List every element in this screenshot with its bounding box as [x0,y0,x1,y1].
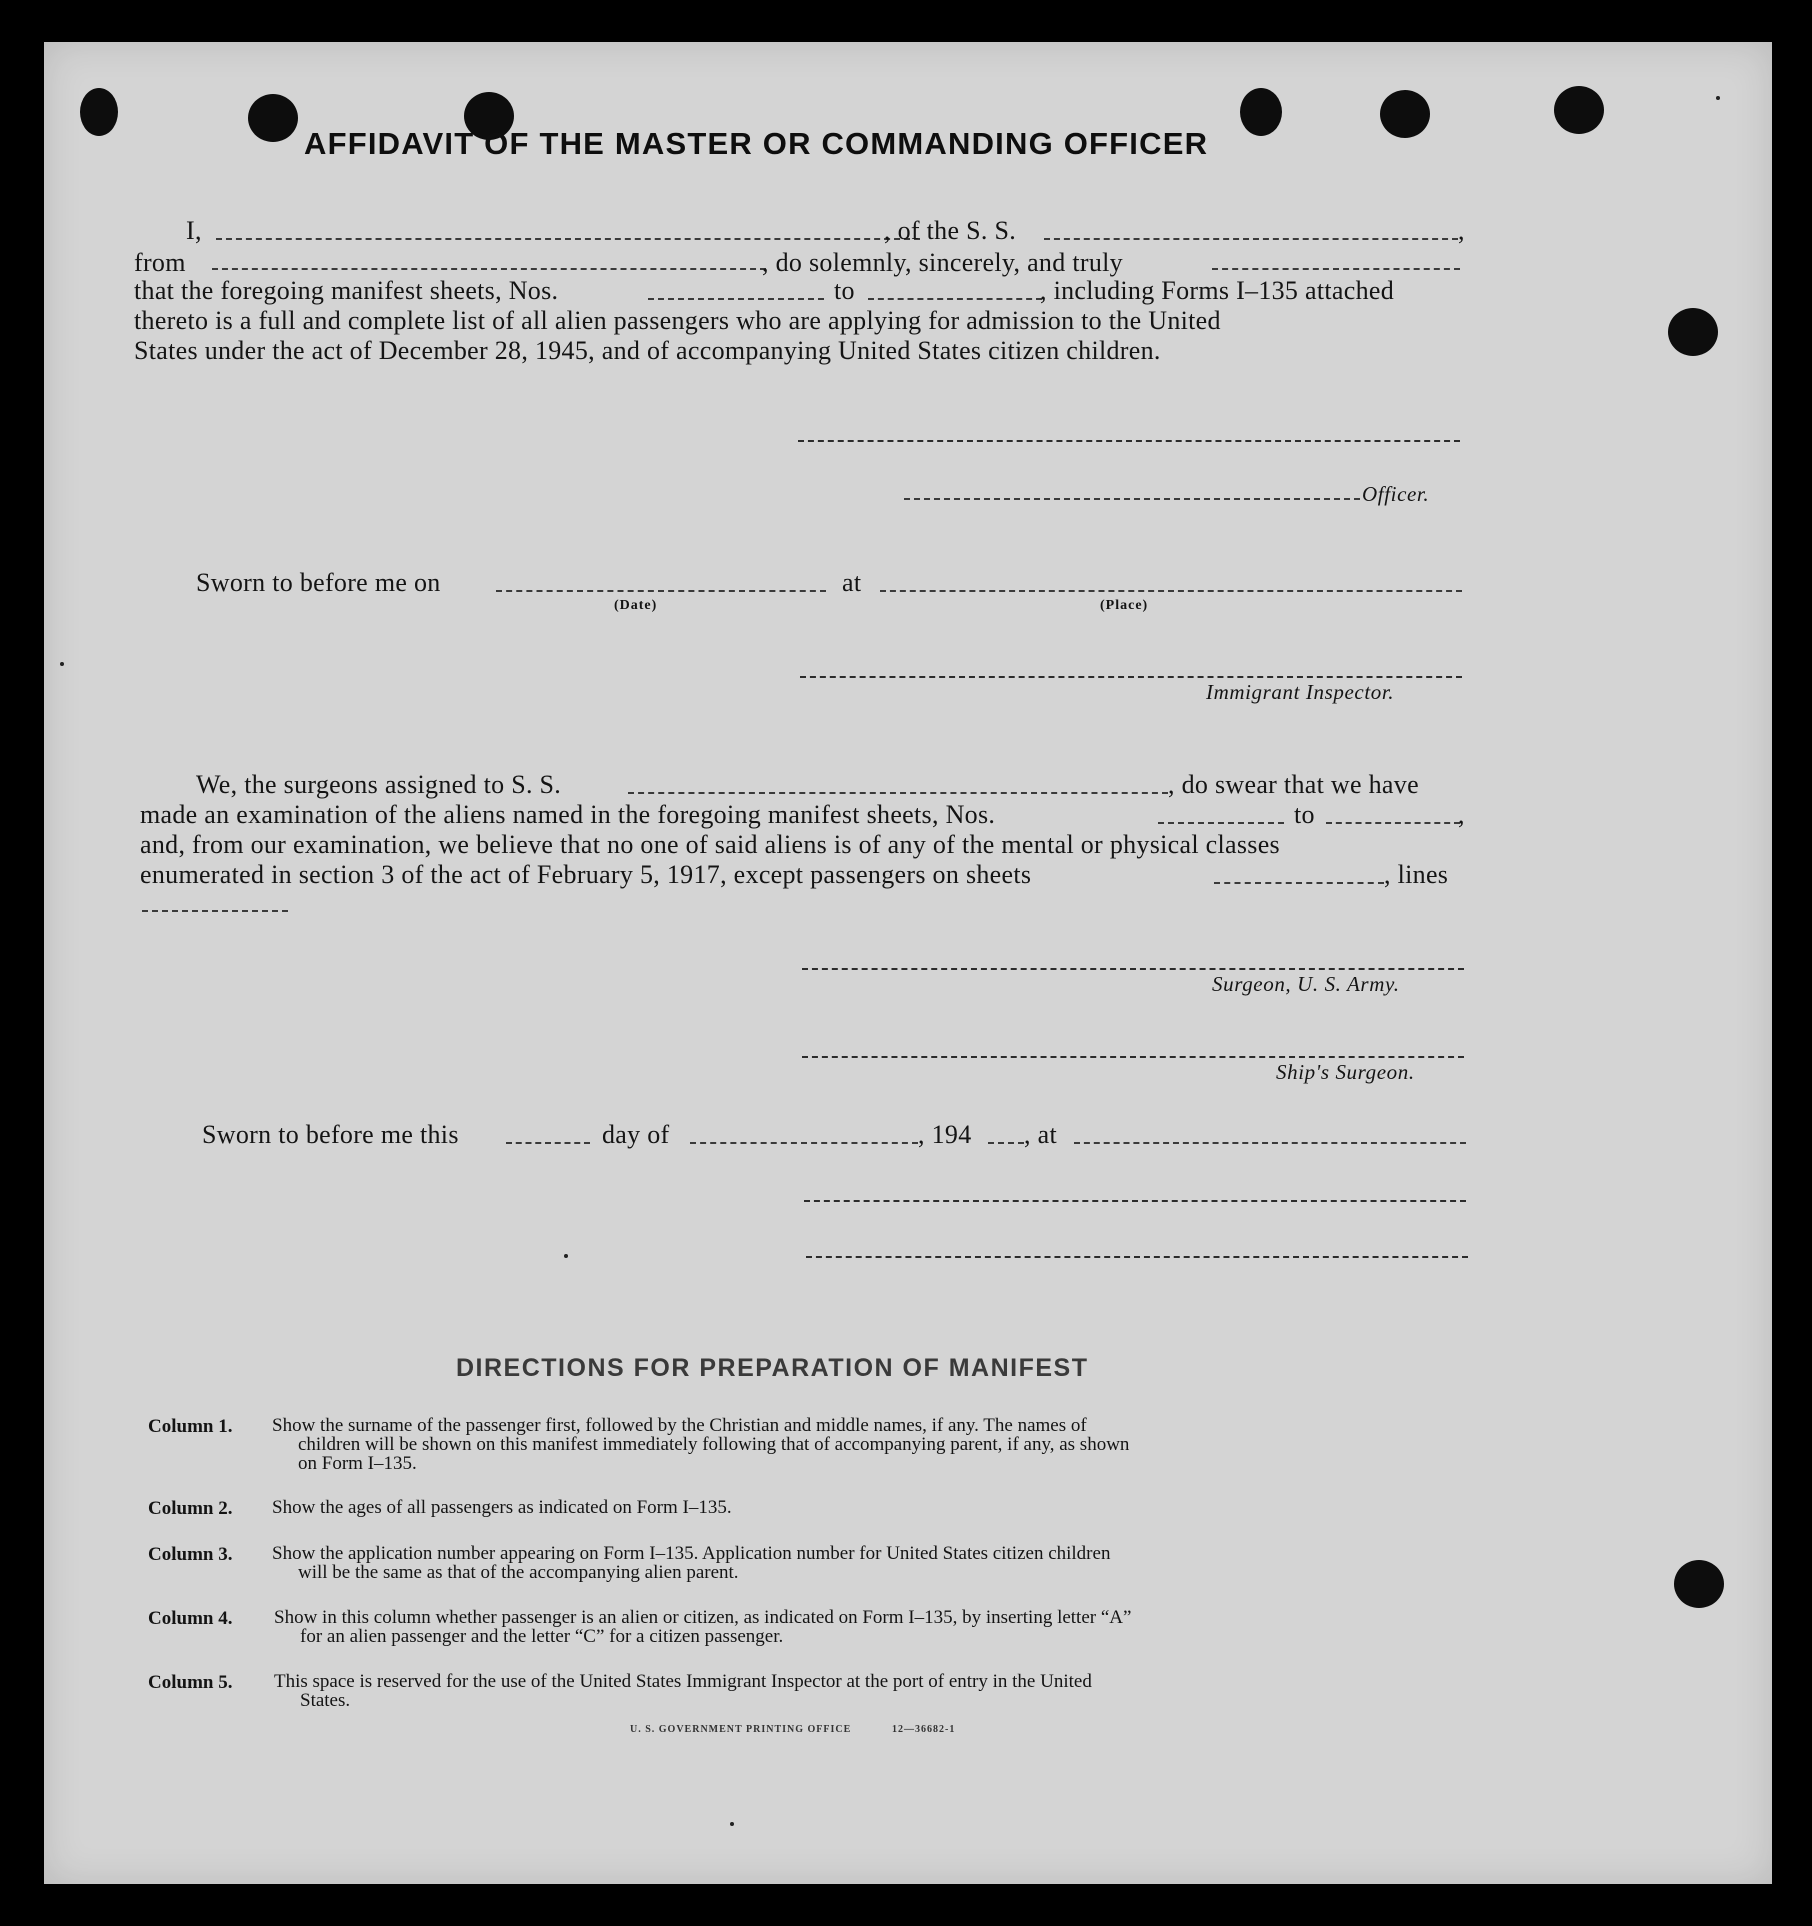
column-1-label: Column 1. [148,1416,233,1437]
surgeons-line4-lead: enumerated in section 3 of the act of February 5, 1917, except passengers on sheets [140,860,1032,889]
sworn-day-field[interactable] [506,1142,590,1144]
sworn-place-field[interactable] [880,590,1462,592]
sworn-day-of: day of [602,1120,670,1149]
directions-title: DIRECTIONS FOR PREPARATION OF MANIFEST [456,1354,1089,1382]
affidavit-line3-to: to [834,276,855,305]
column-2-label: Column 2. [148,1498,233,1519]
column-3-line: will be the same as that of the accompanying alien parent. [298,1562,739,1583]
date-caption: (Date) [614,598,658,613]
column-5-line: This space is reserved for the use of the United States Immigrant Inspector at the port of entry in the United [274,1671,1092,1692]
inspector-signature-line[interactable] [800,676,1462,678]
surgeons-line3: and, from our examination, we believe that no one of said aliens is of any of the mental or physical classes [140,830,1280,859]
column-1-line: Show the surname of the passenger first, followed by the Christian and middle names, if any. The names of [272,1415,1087,1436]
ship-surgeon-label: Ship's Surgeon. [1276,1060,1415,1084]
inspector-signature-line-2[interactable] [804,1200,1466,1202]
document-title: AFFIDAVIT OF THE MASTER OR COMMANDING OFFICER [304,126,1209,161]
inspector-label: Immigrant Inspector. [1206,680,1395,704]
sworn-date-field[interactable] [496,590,826,592]
sworn-place-field-2[interactable] [1074,1142,1466,1144]
sworn-year-prefix: , 194 [918,1120,972,1149]
punch-hole [1554,86,1604,134]
punch-hole [1668,308,1718,356]
army-surgeon-label: Surgeon, U. S. Army. [1212,972,1400,996]
sworn-this-lead: Sworn to before me this [202,1120,459,1149]
sworn-at: at [842,568,862,597]
column-4-line: Show in this column whether passenger is an alien or citizen, as indicated on Form I–135, by inserting letter “A” [274,1607,1132,1628]
punch-hole [1380,90,1430,138]
column-1-line: children will be shown on this manifest immediately following that of accompanying parent, if any, as shown [298,1434,1130,1455]
surgeons-sheet-from-field[interactable] [1158,822,1284,824]
affidavit-line4: thereto is a full and complete list of all alien passengers who are applying for admission to the United [134,306,1221,335]
affidavit-line1-lead: I, [186,216,202,245]
column-2-line: Show the ages of all passengers as indicated on Form I–135. [272,1497,732,1518]
sworn-on-lead: Sworn to before me on [196,568,441,597]
surgeons-sheet-to-field[interactable] [1326,822,1460,824]
sworn-at-2: , at [1024,1120,1057,1149]
affidavit-line1-ship: , of the S. S. [884,216,1017,245]
column-5-label: Column 5. [148,1672,233,1693]
column-1-line: on Form I–135. [298,1453,417,1474]
speck [564,1254,568,1258]
excepted-sheets-field[interactable] [1214,882,1384,884]
printer-imprint: U. S. GOVERNMENT PRINTING OFFICE [630,1724,852,1735]
speck [60,662,64,666]
column-3-text [272,1544,1472,1582]
affidavit-line2-lead: from [134,248,186,277]
excepted-lines-field[interactable] [142,910,288,912]
master-signature-line[interactable] [798,440,1460,442]
surgeons-line2-to: to [1294,800,1315,829]
sheet-to-field[interactable] [868,298,1042,300]
column-3-label: Column 3. [148,1544,233,1565]
ship-name-field[interactable] [1044,238,1458,240]
column-4-line: for an alien passenger and the letter “C” for a citizen passenger. [300,1626,784,1647]
inspector-title-line-2[interactable] [806,1256,1468,1258]
affidavit-line3-tail: , including Forms I–135 attached [1040,276,1395,305]
affidavit-line2-text: , do solemnly, sincerely, and truly [762,248,1123,277]
surgeons-line4-tail: , lines [1384,860,1449,889]
surgeons-ship-field[interactable] [628,792,1168,794]
surgeons-line1-lead: We, the surgeons assigned to S. S. [196,770,562,799]
ship-surgeon-signature-line[interactable] [802,1056,1464,1058]
officer-label: Officer. [1362,482,1430,506]
column-2-text [272,1498,1472,1517]
punch-hole [248,94,298,142]
punch-hole [80,88,118,136]
document-page [44,42,1772,1884]
column-4-text [274,1608,1474,1646]
column-4-label: Column 4. [148,1608,233,1629]
master-name-field[interactable] [216,238,920,240]
army-surgeon-signature-line[interactable] [802,968,1464,970]
officer-title-field[interactable] [904,498,1360,500]
affidavit-line3-lead: that the foregoing manifest sheets, Nos. [134,276,559,305]
column-1-text [272,1416,1472,1473]
speck [1716,96,1720,100]
affidavit-line1-comma: , [1458,216,1465,245]
sworn-month-field[interactable] [690,1142,918,1144]
oath-field[interactable] [1212,268,1460,270]
punch-hole [1674,1560,1724,1608]
surgeons-line1-tail: , do swear that we have [1168,770,1419,799]
affidavit-line5: States under the act of December 28, 1945, and of accompanying United States citizen children. [134,336,1161,365]
punch-hole [1240,88,1282,136]
form-code: 12—36682-1 [892,1724,956,1735]
sheet-from-field[interactable] [648,298,824,300]
column-3-line: Show the application number appearing on Form I–135. Application number for United States citizen children [272,1543,1111,1564]
column-5-text [274,1672,1474,1710]
surgeons-line2-comma: , [1458,800,1465,829]
place-caption: (Place) [1100,598,1149,613]
speck [730,1822,734,1826]
sworn-year-field[interactable] [988,1142,1024,1144]
column-5-line: States. [300,1690,351,1711]
port-from-field[interactable] [212,268,766,270]
surgeons-line2-lead: made an examination of the aliens named in the foregoing manifest sheets, Nos. [140,800,996,829]
